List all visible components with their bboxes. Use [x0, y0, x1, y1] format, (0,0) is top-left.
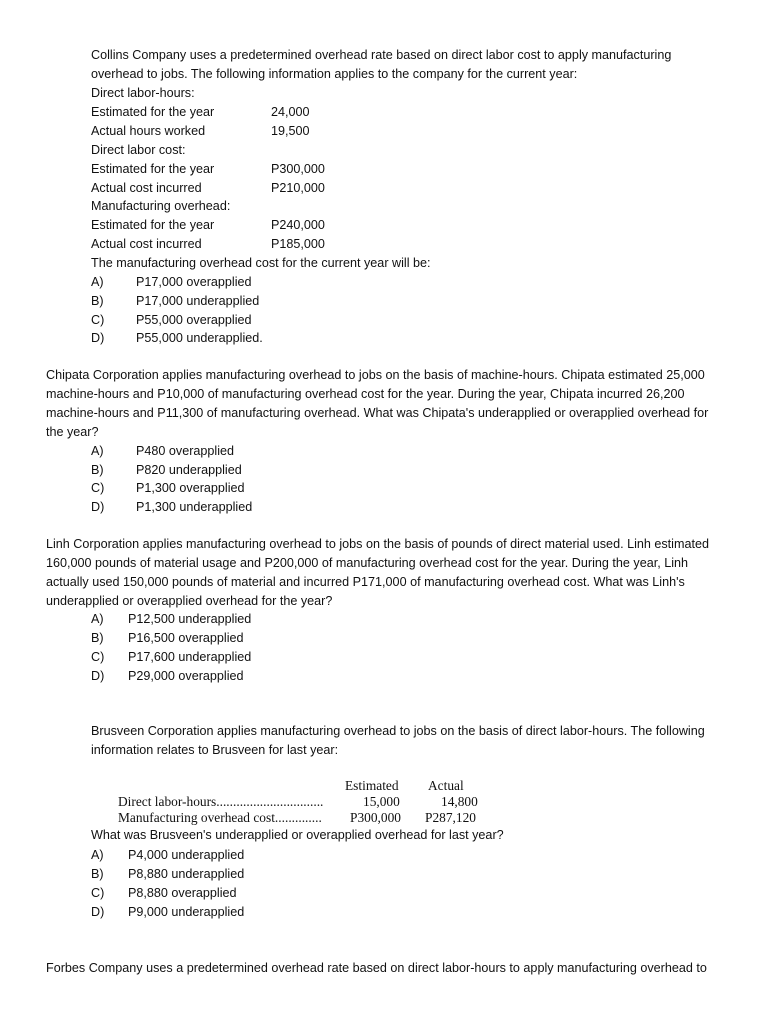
- q1-option-text: P17,000 overapplied: [136, 275, 252, 289]
- q5-line-1: Forbes Company uses a predetermined overhead rate based on direct labor-hours to apply manufacturing overhead to: [46, 961, 707, 975]
- q2-option-letter: D): [91, 500, 105, 514]
- q3-line-3: actually used 150,000 pounds of material and incurred P171,000 of manufacturing overhead cost. What was Linh's: [46, 575, 685, 589]
- q1-row-label: Actual hours worked: [91, 124, 206, 138]
- q1-row-value: P185,000: [271, 237, 325, 251]
- q2-option-text: P1,300 underapplied: [136, 500, 253, 514]
- q2-line-3: machine-hours and P11,300 of manufacturing overhead. What was Chipata's underapplied or overapplied overhead for: [46, 406, 709, 420]
- q1-heading-direct-labor-cost: Direct labor cost:: [91, 143, 186, 157]
- q2-option-letter: C): [91, 481, 105, 495]
- q4-option-letter: A): [91, 848, 104, 862]
- q1-row-label: Estimated for the year: [91, 218, 215, 232]
- q3-option-letter: B): [91, 631, 104, 645]
- q4-option-letter: B): [91, 867, 104, 881]
- q4-question: What was Brusveen's underapplied or overapplied overhead for last year?: [91, 828, 504, 842]
- q1-option-letter: A): [91, 275, 104, 289]
- q1-option-text: P55,000 underapplied.: [136, 331, 263, 345]
- q1-row-value: P240,000: [271, 218, 325, 232]
- q2-option-text: P480 overapplied: [136, 444, 235, 458]
- q3-option-letter: A): [91, 612, 104, 626]
- q1-row-value: 24,000: [271, 105, 310, 119]
- q1-intro-line-1: Collins Company uses a predetermined overhead rate based on direct labor cost to apply manufacturing: [91, 48, 672, 62]
- q4-table-cell-estimated: P300,000: [350, 810, 401, 825]
- q2-line-1: Chipata Corporation applies manufacturing overhead to jobs on the basis of machine-hours. Chipata estimated 25,000: [46, 368, 705, 382]
- q4-option-text: P4,000 underapplied: [128, 848, 245, 862]
- q1-row-value: P210,000: [271, 181, 325, 195]
- q4-option-text: P9,000 underapplied: [128, 905, 245, 919]
- q1-option-text: P17,000 underapplied: [136, 294, 260, 308]
- q3-option-letter: C): [91, 650, 105, 664]
- q1-row-value: P300,000: [271, 162, 325, 176]
- q4-option-letter: C): [91, 886, 105, 900]
- q1-heading-manufacturing-overhead: Manufacturing overhead:: [91, 199, 231, 213]
- q1-option-letter: B): [91, 294, 104, 308]
- q1-row-value: 19,500: [271, 124, 310, 138]
- q1-option-letter: C): [91, 313, 105, 327]
- q3-option-letter: D): [91, 669, 105, 683]
- q1-option-letter: D): [91, 331, 105, 345]
- q4-table-cell-actual: P287,120: [425, 810, 476, 825]
- q4-table-cell-actual: 14,800: [441, 794, 478, 809]
- q4-table-cell-estimated: 15,000: [363, 794, 400, 809]
- q4-option-text: P8,880 overapplied: [128, 886, 237, 900]
- q4-line-1: Brusveen Corporation applies manufacturing overhead to jobs on the basis of direct labor-hours. The following: [91, 724, 705, 738]
- q2-line-2: machine-hours and P10,000 of manufacturing overhead cost for the year. During the year, Chipata incurred 26,200: [46, 387, 685, 401]
- q1-intro-line-2: overhead to jobs. The following information applies to the company for the current year:: [91, 67, 578, 81]
- q2-option-text: P820 underapplied: [136, 463, 242, 477]
- q1-row-label: Estimated for the year: [91, 162, 215, 176]
- q3-line-2: 160,000 pounds of material usage and P200,000 of manufacturing overhead cost for the year. During the year, Linh: [46, 556, 689, 570]
- q3-option-text: P17,600 underapplied: [128, 650, 252, 664]
- q4-line-2: information relates to Brusveen for last year:: [91, 743, 339, 757]
- q4-table-row-label: Direct labor-hours................................: [118, 794, 324, 809]
- q3-option-text: P12,500 underapplied: [128, 612, 252, 626]
- q3-line-1: Linh Corporation applies manufacturing overhead to jobs on the basis of pounds of direct material used. Linh estimated: [46, 537, 709, 551]
- q4-option-text: P8,880 underapplied: [128, 867, 245, 881]
- q3-line-4: underapplied or overapplied overhead for the year?: [46, 594, 333, 608]
- q1-option-text: P55,000 overapplied: [136, 313, 252, 327]
- q4-option-letter: D): [91, 905, 105, 919]
- q3-option-text: P16,500 overapplied: [128, 631, 244, 645]
- q4-table-row-label: Manufacturing overhead cost..............: [118, 810, 322, 825]
- q2-option-text: P1,300 overapplied: [136, 481, 245, 495]
- q2-option-letter: B): [91, 463, 104, 477]
- q1-question: The manufacturing overhead cost for the current year will be:: [91, 256, 431, 270]
- q3-option-text: P29,000 overapplied: [128, 669, 244, 683]
- q4-table-header-actual: Actual: [428, 778, 464, 793]
- q2-line-4: the year?: [46, 425, 99, 439]
- q2-option-letter: A): [91, 444, 104, 458]
- q1-row-label: Actual cost incurred: [91, 237, 202, 251]
- q1-heading-direct-labor-hours: Direct labor-hours:: [91, 86, 195, 100]
- q1-row-label: Estimated for the year: [91, 105, 215, 119]
- q1-row-label: Actual cost incurred: [91, 181, 202, 195]
- q4-table-header-estimated: Estimated: [345, 778, 399, 793]
